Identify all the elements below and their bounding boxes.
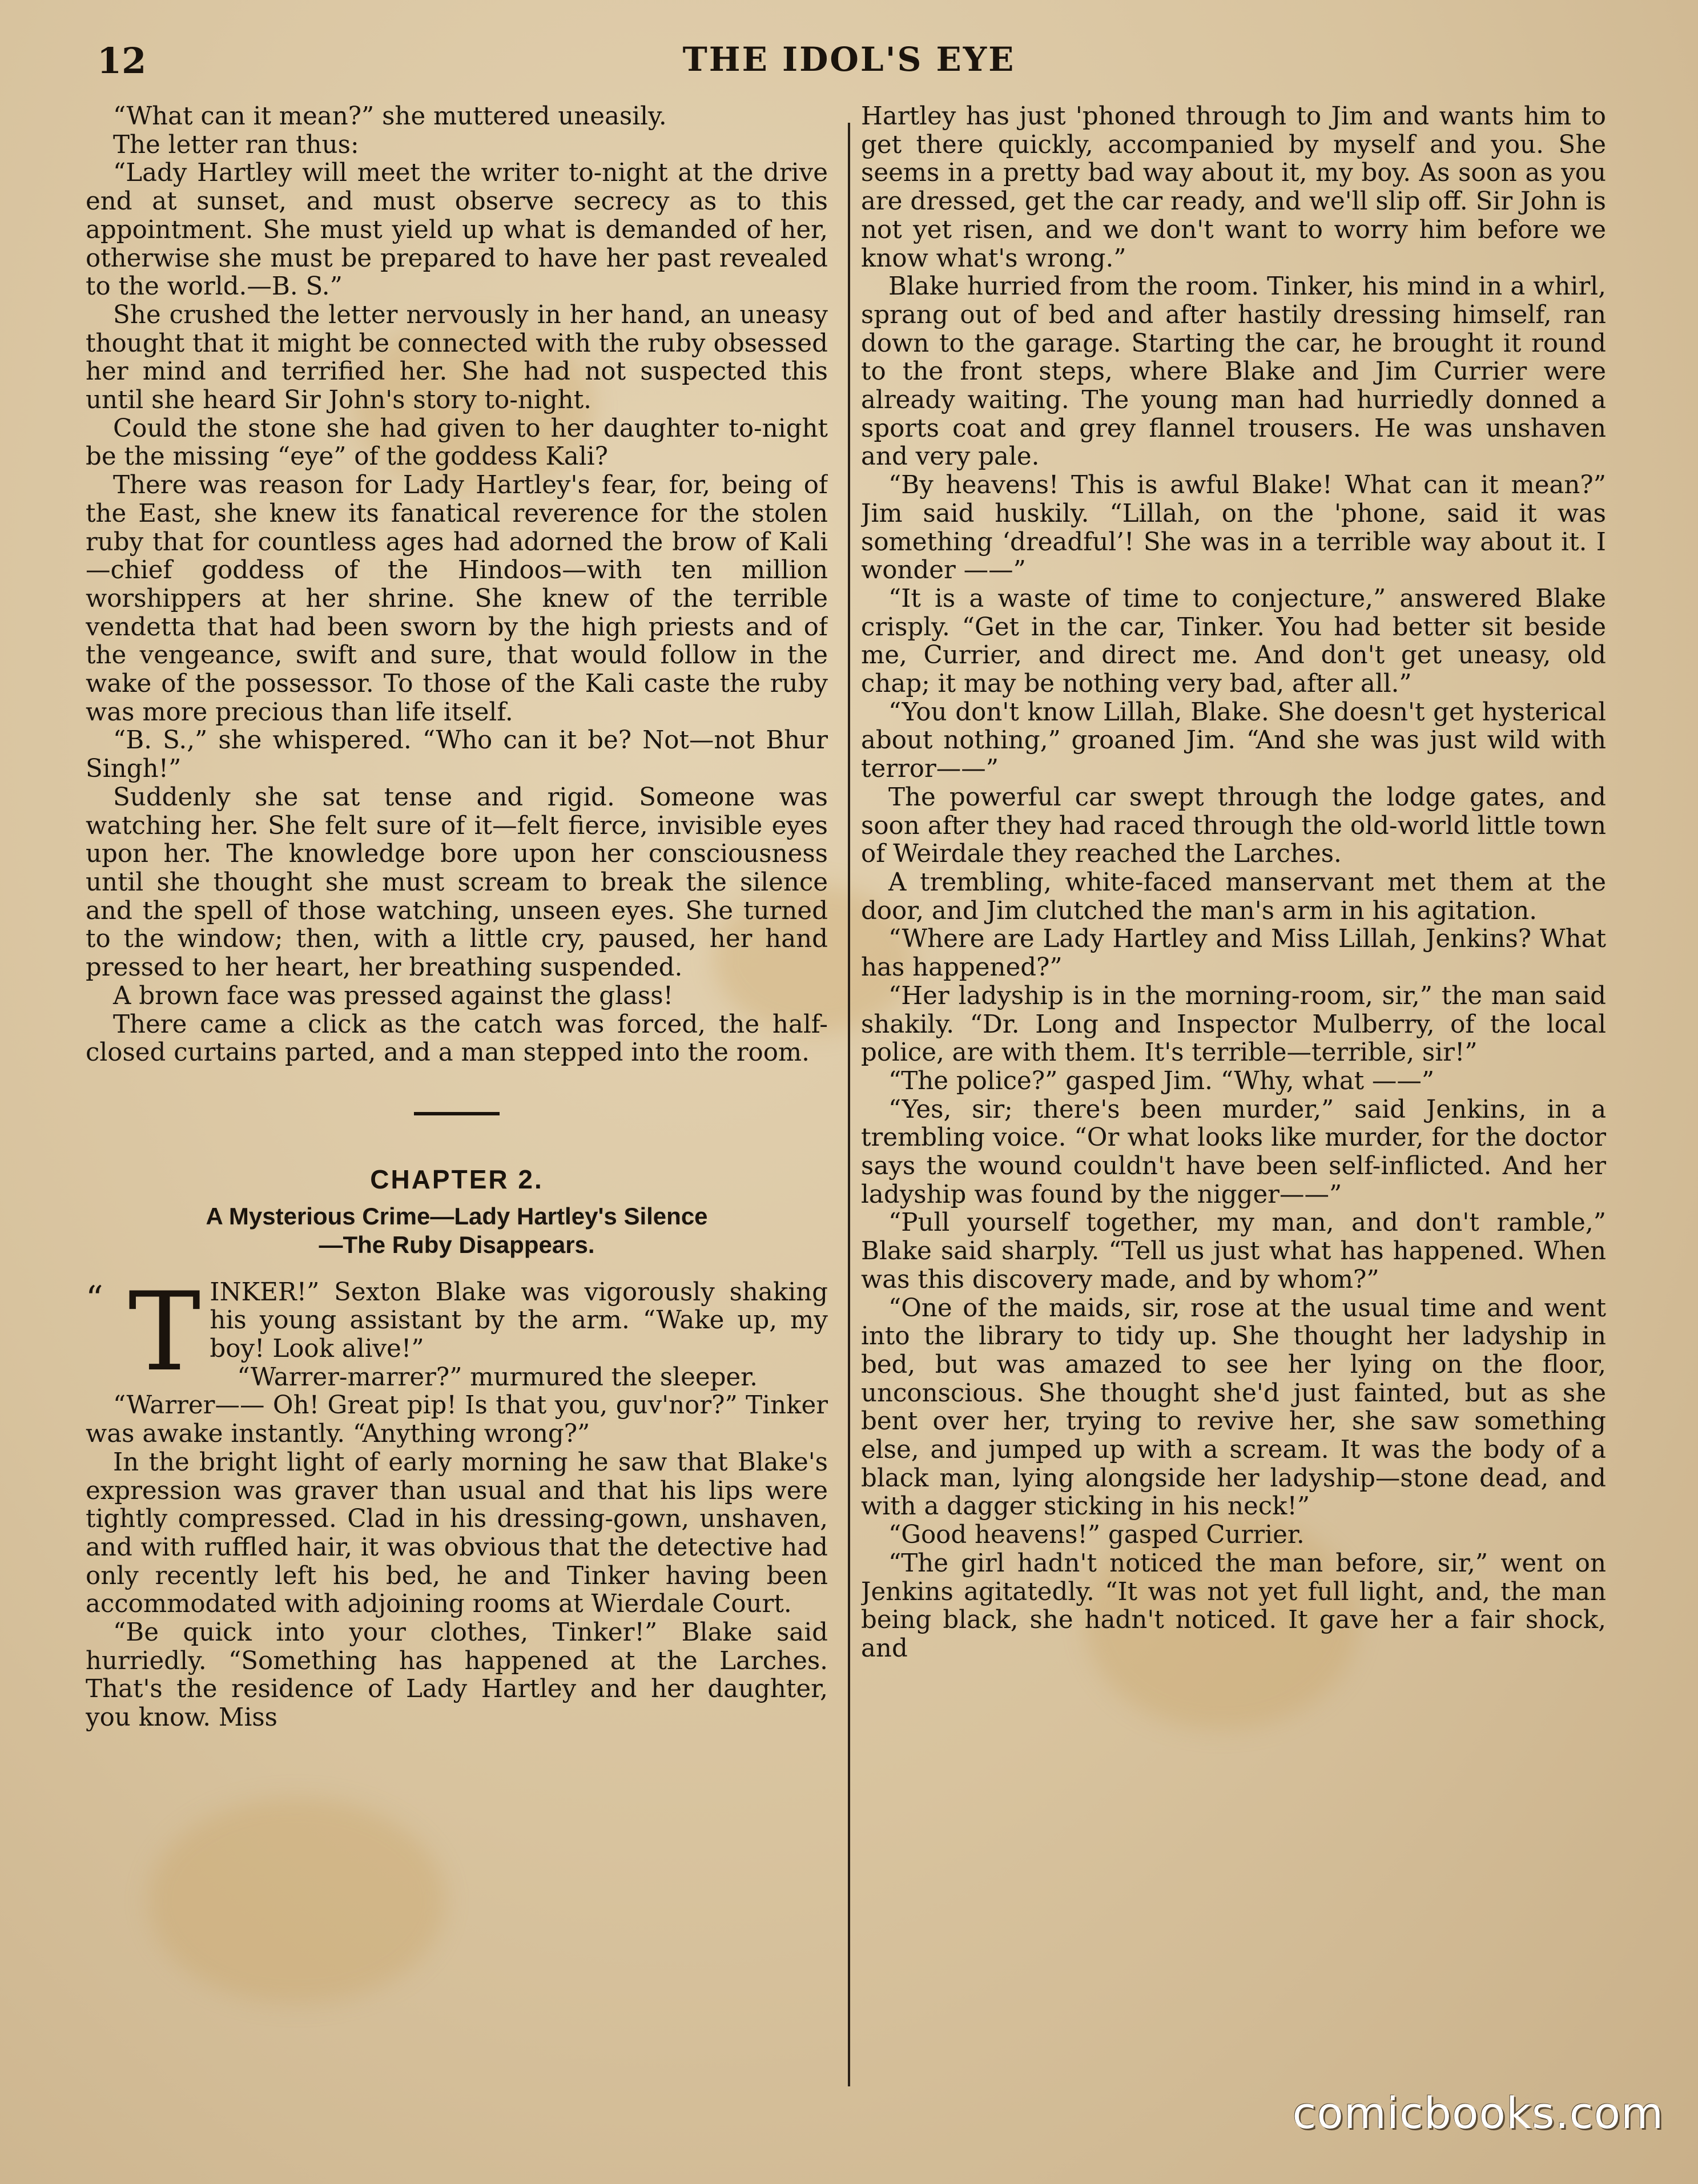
paragraph: “Be quick into your clothes, Tinker!” Blake said hurriedly. “Something has happened at the Larches. That's the residence of Lady Hartley and her daughter, you know. Miss xyxy=(86,1618,828,1732)
paragraph: There came a click as the catch was forced, the half-closed curtains parted, and a man stepped into the room. xyxy=(86,1010,828,1067)
opening-quote: “ xyxy=(86,1278,103,1319)
paragraph: There was reason for Lady Hartley's fear, for, being of the East, she knew its fanatical reverence for the stolen ruby that for countless ages had adorned the brow of Kali—chief goddess of the Hindoos—with ten million worshippers at her shrine. She knew of the terrible vendetta that had been sworn by the high priests and of the vengeance, swift and sure, that would follow in the wake of the possessor. To those of the Kali caste the ruby was more precious than life itself. xyxy=(86,471,828,727)
paragraph: The letter ran thus: xyxy=(113,130,359,159)
chapter-subtitle-line: A Mysterious Crime—Lady Hartley's Silence xyxy=(206,1202,708,1230)
paragraph: “What can it mean?” she muttered uneasily. xyxy=(113,103,667,131)
paragraph: Hartley has just 'phoned through to Jim and wants him to get there quickly, accompanied by myself and you. She seems in a pretty bad way about it, my boy. As soon as you are dressed, get the car ready, and we'll slip off. Sir John is not yet risen, and we don't want to worry him before we know what's wrong.” xyxy=(861,103,1606,273)
paragraph: “You don't know Lillah, Blake. She doesn't get hysterical about nothing,” groaned Jim. “And she was just wild with terror——” xyxy=(861,698,1606,784)
paragraph: “By heavens! This is awful Blake! What can it mean?” Jim said huskily. “Lillah, on the 'phone, said it was something ‘dreadful’! She was in a terrible way about it. I wonder ——” xyxy=(861,471,1606,585)
page-header xyxy=(97,40,1601,86)
paragraph: “Lady Hartley will meet the writer to-night at the drive end at sunset, and must observe secrecy as to this appointment. She must yield up what is demanded of her, otherwise she must be prepared to have her past revealed to the world.—B. S.” xyxy=(86,159,828,301)
paragraph: “One of the maids, sir, rose at the usual time and went into the library to tidy up. She thought her ladyship in bed, but was amazed to see her lying on the floor, unconscious. She thought she'd just fainted, but as she bent over her, trying to revive her, she saw something else, and jumped up with a scream. It was the body of a black man, lying alongside her ladyship—stone dead, and with a dagger sticking in his neck!” xyxy=(861,1294,1606,1521)
paragraph: “Where are Lady Hartley and Miss Lillah, Jenkins? What has happened?” xyxy=(861,925,1606,982)
site-watermark: comicbooks.com xyxy=(1292,2088,1664,2138)
right-column xyxy=(861,103,1606,2095)
left-column xyxy=(86,103,828,2095)
column-rule xyxy=(848,123,850,2086)
paragraph: “The girl hadn't noticed the man before, sir,” went on Jenkins agitatedly. “It was not yet full light, and, the man being black, she hadn't noticed. It gave her a fair shock, and xyxy=(861,1549,1606,1663)
chapter-subtitle xyxy=(86,1202,828,1259)
paragraph: A brown face was pressed against the glass! xyxy=(113,981,674,1010)
paragraph: “Pull yourself together, my man, and don't ramble,” Blake said sharply. “Tell us just what has happened. When was this discovery made, and by whom?” xyxy=(861,1208,1606,1294)
chapter-opening-text: INKER!” Sexton Blake was vigorously shaking his young assistant by the arm. “Wake up, my boy! Look alive!” xyxy=(210,1278,828,1364)
paragraph: “Good heavens!” gasped Currier. xyxy=(888,1521,1305,1550)
drop-cap: T xyxy=(128,1268,201,1395)
paragraph: She crushed the letter nervously in her hand, an uneasy thought that it might be connected with the ruby obsessed her mind and terrified her. She had not suspected this until she heard Sir John's story to-night. xyxy=(86,300,828,415)
paragraph: The powerful car swept through the lodge gates, and soon after they had raced through the old-world little town of Weirdale they reached the Larches. xyxy=(861,783,1606,869)
paragraph: Suddenly she sat tense and rigid. Someone was watching her. She felt sure of it—felt fierce, invisible eyes upon her. The knowledge bore upon her consciousness until she thought she must scream to break the silence and the spell of those watching, unseen eyes. She turned to the window; then, with a little cry, paused, her hand pressed to her heart, her breathing suspended. xyxy=(86,783,828,982)
paragraph: “The police?” gasped Jim. “Why, what ——” xyxy=(888,1066,1435,1095)
chapter-subtitle-line: —The Ruby Disappears. xyxy=(319,1231,595,1258)
paragraph: “Her ladyship is in the morning-room, sir,” the man said shakily. “Dr. Long and Inspector Mulberry, of the local police, are with them. It's terrible—terrible, sir!” xyxy=(861,981,1606,1067)
paragraph: Blake hurried from the room. Tinker, his mind in a whirl, sprang out of bed and after hastily dressing himself, ran down to the garage. Starting the car, he brought it round to the front steps, where Blake and Jim Currier were already waiting. The young man had hurriedly donned a sports coat and grey flannel trousers. He was unshaven and very pale. xyxy=(861,272,1606,472)
paragraph: “It is a waste of time to conjecture,” answered Blake crisply. “Get in the car, Tinker. You had better sit beside me, Currier, and direct me. And don't get uneasy, old chap; it may be nothing very bad, after all.” xyxy=(861,584,1606,699)
paragraph: “Yes, sir; there's been murder,” said Jenkins, in a trembling voice. “Or what looks like murder, for the doctor says the wound couldn't have been self-inflicted. And her ladyship was found by the nigger——” xyxy=(861,1095,1606,1209)
page-number: 12 xyxy=(97,40,147,82)
paragraph: In the bright light of early morning he saw that Blake's expression was graver than usual and that his lips were tightly compressed. Clad in his dressing-gown, unshaven, and with ruffled hair, it was obvious that the detective had only recently left his bed, he and Tinker having been accommodated with adjoining rooms at Wierdale Court. xyxy=(86,1448,828,1619)
paragraph: “B. S.,” she whispered. “Who can it be? Not—not Bhur Singh!” xyxy=(86,726,828,784)
paragraph: Could the stone she had given to her daughter to-night be the missing “eye” of the goddess Kali? xyxy=(86,414,828,472)
paragraph: “Warrer-marrer?” murmured the sleeper. xyxy=(237,1363,758,1392)
chapter-heading: CHAPTER 2. xyxy=(370,1164,544,1194)
running-title: THE IDOL'S EYE xyxy=(682,40,1016,79)
section-divider xyxy=(414,1112,500,1115)
paragraph: A trembling, white-faced manservant met them at the door, and Jim clutched the man's arm in his agitation. xyxy=(861,868,1606,925)
paragraph: “Warrer—— Oh! Great pip! Is that you, guv'nor?” Tinker was awake instantly. “Anything wrong?” xyxy=(86,1391,828,1449)
